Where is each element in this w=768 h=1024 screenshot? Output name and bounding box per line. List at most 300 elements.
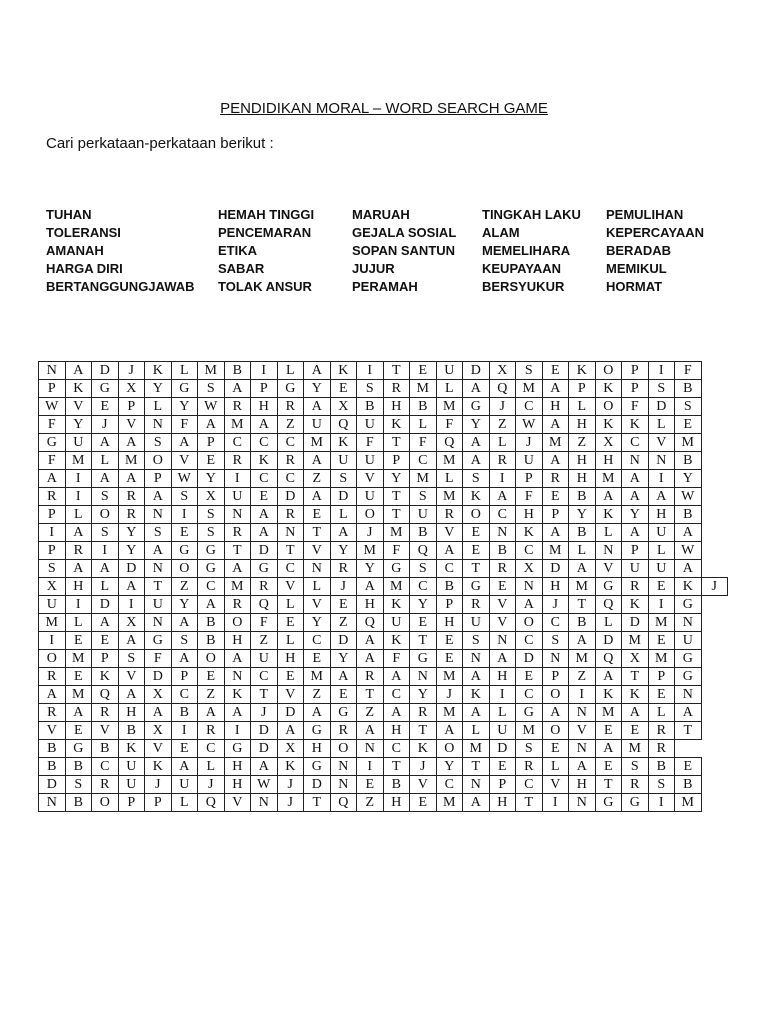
grid-cell: D (92, 362, 119, 380)
grid-cell: A (251, 416, 278, 434)
grid-cell: O (595, 398, 622, 416)
grid-cell: T (304, 524, 331, 542)
grid-cell: O (357, 506, 384, 524)
grid-cell: A (675, 704, 702, 722)
grid-cell: A (622, 524, 649, 542)
grid-cell: D (330, 488, 357, 506)
grid-cell: Z (277, 416, 304, 434)
word-item: SABAR (218, 261, 265, 276)
grid-cell: R (330, 560, 357, 578)
grid-cell: J (516, 434, 543, 452)
grid-cell: D (277, 704, 304, 722)
grid-cell: O (595, 362, 622, 380)
grid-cell: A (171, 614, 198, 632)
grid-cell: A (224, 380, 251, 398)
grid-row (39, 650, 728, 668)
grid-cell: A (542, 380, 569, 398)
grid-cell: H (569, 416, 596, 434)
grid-cell: E (92, 632, 119, 650)
grid-cell: K (383, 632, 410, 650)
grid-cell: A (569, 632, 596, 650)
grid-cell: E (410, 362, 437, 380)
grid-cell: T (463, 758, 490, 776)
grid-cell: H (224, 632, 251, 650)
grid-cell: C (251, 434, 278, 452)
grid-cell: D (648, 398, 675, 416)
grid-cell: B (171, 704, 198, 722)
grid-cell: A (304, 362, 331, 380)
grid-cell: Q (489, 380, 516, 398)
grid-cell: V (489, 614, 516, 632)
grid-cell: W (198, 398, 225, 416)
grid-cell: Q (410, 542, 437, 560)
grid-cell: S (198, 524, 225, 542)
grid-cell: D (251, 722, 278, 740)
grid-cell: W (39, 398, 66, 416)
grid-cell: B (569, 488, 596, 506)
grid-cell: D (622, 614, 649, 632)
grid-cell: L (410, 416, 437, 434)
grid-cell: R (39, 704, 66, 722)
grid-cell: K (569, 362, 596, 380)
grid-cell: S (145, 524, 172, 542)
grid-cell: F (410, 434, 437, 452)
grid-cell: B (92, 740, 119, 758)
grid-cell: E (330, 380, 357, 398)
grid-cell: Y (622, 506, 649, 524)
grid-cell: K (595, 686, 622, 704)
grid-cell: A (357, 578, 384, 596)
grid-cell: P (648, 668, 675, 686)
word-item: TOLAK ANSUR (218, 279, 312, 294)
grid-cell: R (277, 452, 304, 470)
grid-cell: A (92, 470, 119, 488)
grid-cell: R (463, 596, 490, 614)
grid-cell: M (65, 686, 92, 704)
grid-cell: A (383, 704, 410, 722)
grid-cell: T (463, 560, 490, 578)
grid-cell: K (277, 758, 304, 776)
grid-cell: N (39, 794, 66, 812)
grid-cell: T (357, 686, 384, 704)
grid-cell: J (277, 794, 304, 812)
grid-cell: F (383, 650, 410, 668)
word-item: BERTANGGUNGJAWAB (46, 279, 195, 294)
grid-cell: G (145, 632, 172, 650)
grid-cell: E (171, 740, 198, 758)
grid-cell: R (542, 470, 569, 488)
grid-row (39, 398, 728, 416)
grid-cell: O (436, 740, 463, 758)
grid-row (39, 560, 728, 578)
grid-cell: P (251, 380, 278, 398)
grid-cell: K (330, 362, 357, 380)
grid-cell: N (569, 704, 596, 722)
grid-cell: U (648, 560, 675, 578)
grid-cell: P (489, 776, 516, 794)
grid-cell: J (489, 398, 516, 416)
grid-row (39, 578, 728, 596)
grid-cell: A (251, 524, 278, 542)
grid-cell: T (383, 758, 410, 776)
grid-cell: F (436, 416, 463, 434)
grid-cell: C (304, 632, 331, 650)
grid-cell: O (542, 722, 569, 740)
grid-cell: N (675, 614, 702, 632)
grid-cell: A (516, 596, 543, 614)
grid-cell: L (145, 398, 172, 416)
grid-cell: P (622, 542, 649, 560)
grid-cell: C (516, 776, 543, 794)
grid-cell: A (145, 488, 172, 506)
grid-cell: L (489, 704, 516, 722)
grid-cell: V (542, 776, 569, 794)
grid-cell: C (410, 578, 437, 596)
grid-cell: L (542, 758, 569, 776)
grid-cell: R (622, 578, 649, 596)
grid-cell: P (39, 380, 66, 398)
grid-cell: E (277, 668, 304, 686)
grid-cell: B (39, 758, 66, 776)
grid-cell: R (648, 722, 675, 740)
grid-cell: Z (330, 614, 357, 632)
grid-cell: M (224, 416, 251, 434)
grid-cell: H (595, 452, 622, 470)
grid-cell: A (330, 524, 357, 542)
grid-cell: E (304, 650, 331, 668)
grid-cell: S (357, 380, 384, 398)
grid-cell: M (357, 542, 384, 560)
grid-cell: C (198, 578, 225, 596)
grid-cell: H (224, 776, 251, 794)
grid-cell: A (224, 560, 251, 578)
grid-cell: N (145, 416, 172, 434)
grid-cell: H (118, 704, 145, 722)
grid-cell: E (92, 398, 119, 416)
grid-cell: T (277, 542, 304, 560)
grid-cell: N (569, 740, 596, 758)
grid-cell: R (277, 506, 304, 524)
grid-cell: F (145, 650, 172, 668)
grid-cell: A (171, 758, 198, 776)
grid-cell: V (410, 776, 437, 794)
grid-cell: E (65, 668, 92, 686)
grid-cell: V (224, 794, 251, 812)
grid-cell: B (383, 776, 410, 794)
grid-cell: P (145, 794, 172, 812)
grid-cell: S (39, 560, 66, 578)
grid-cell: N (304, 560, 331, 578)
grid-cell: A (542, 704, 569, 722)
grid-cell: Y (569, 506, 596, 524)
grid-cell: R (383, 380, 410, 398)
grid-cell: A (171, 434, 198, 452)
grid-cell: V (39, 722, 66, 740)
grid-cell: N (277, 524, 304, 542)
grid-row (39, 776, 728, 794)
grid-cell: B (569, 524, 596, 542)
word-item: PERAMAH (352, 279, 418, 294)
grid-cell: Y (463, 416, 490, 434)
grid-cell: M (516, 722, 543, 740)
grid-cell: K (65, 380, 92, 398)
grid-cell: U (516, 452, 543, 470)
grid-cell: P (542, 668, 569, 686)
grid-cell: V (595, 560, 622, 578)
grid-cell: A (463, 704, 490, 722)
word-item: JUJUR (352, 261, 395, 276)
grid-cell: S (145, 434, 172, 452)
grid-cell: Z (569, 434, 596, 452)
grid-cell: R (65, 542, 92, 560)
grid-cell: N (622, 452, 649, 470)
grid-cell: A (489, 488, 516, 506)
grid-cell: K (330, 434, 357, 452)
grid-cell: R (92, 704, 119, 722)
grid-cell: N (569, 794, 596, 812)
grid-cell: T (569, 596, 596, 614)
grid-cell: A (92, 560, 119, 578)
grid-cell: N (357, 740, 384, 758)
grid-cell: I (92, 542, 119, 560)
grid-cell: S (542, 632, 569, 650)
grid-cell: D (251, 740, 278, 758)
grid-cell: G (595, 578, 622, 596)
grid-cell: G (595, 794, 622, 812)
grid-cell: C (622, 434, 649, 452)
grid-row (39, 614, 728, 632)
grid-cell: U (39, 596, 66, 614)
grid-cell: A (463, 380, 490, 398)
grid-cell: C (171, 686, 198, 704)
grid-cell: A (65, 704, 92, 722)
grid-cell: V (489, 596, 516, 614)
grid-cell: U (304, 416, 331, 434)
grid-cell: T (383, 434, 410, 452)
grid-cell: L (569, 398, 596, 416)
grid-cell: P (542, 506, 569, 524)
grid-cell: T (304, 794, 331, 812)
grid-cell: M (436, 794, 463, 812)
grid-cell: R (489, 560, 516, 578)
grid-cell: P (39, 542, 66, 560)
grid-cell: U (410, 506, 437, 524)
grid-cell: F (171, 416, 198, 434)
grid-cell: Z (357, 704, 384, 722)
grid-cell: N (489, 524, 516, 542)
grid-cell: A (304, 704, 331, 722)
grid-cell: B (410, 524, 437, 542)
word-item: MEMIKUL (606, 261, 667, 276)
grid-cell: N (224, 668, 251, 686)
grid-cell: V (118, 668, 145, 686)
grid-cell: S (92, 524, 119, 542)
grid-cell: M (410, 470, 437, 488)
grid-cell: Y (675, 470, 702, 488)
grid-cell: M (436, 704, 463, 722)
grid-cell: B (436, 578, 463, 596)
grid-cell: S (648, 776, 675, 794)
word-column-2 (218, 206, 314, 296)
grid-cell: U (383, 614, 410, 632)
grid-row (39, 470, 728, 488)
grid-cell: J (410, 758, 437, 776)
grid-cell: E (675, 416, 702, 434)
word-item: TOLERANSI (46, 225, 121, 240)
grid-cell: T (383, 362, 410, 380)
grid-cell: D (251, 542, 278, 560)
grid-cell: B (39, 740, 66, 758)
grid-cell: M (595, 470, 622, 488)
grid-cell: C (198, 740, 225, 758)
grid-cell: K (92, 668, 119, 686)
grid-cell: M (463, 740, 490, 758)
grid-cell: C (224, 434, 251, 452)
grid-cell: X (489, 362, 516, 380)
grid-cell: U (357, 488, 384, 506)
grid-cell: Y (118, 542, 145, 560)
grid-cell: T (383, 506, 410, 524)
grid-cell: L (171, 794, 198, 812)
grid-cell: X (277, 740, 304, 758)
grid-cell: A (622, 470, 649, 488)
grid-cell: L (648, 704, 675, 722)
grid-cell: U (675, 632, 702, 650)
grid-cell: P (516, 470, 543, 488)
grid-cell: E (198, 452, 225, 470)
grid-cell: I (648, 596, 675, 614)
grid-cell: R (277, 398, 304, 416)
grid-cell: M (304, 434, 331, 452)
grid-cell: E (542, 488, 569, 506)
grid-cell: N (410, 668, 437, 686)
grid-cell: P (171, 668, 198, 686)
grid-cell: G (622, 794, 649, 812)
grid-cell: U (357, 452, 384, 470)
grid-cell: C (516, 398, 543, 416)
grid-cell: P (39, 506, 66, 524)
grid-cell: W (675, 542, 702, 560)
grid-cell: F (39, 452, 66, 470)
grid-cell: B (65, 758, 92, 776)
grid-cell: A (198, 416, 225, 434)
grid-cell: T (145, 578, 172, 596)
grid-cell: D (118, 560, 145, 578)
grid-cell: G (171, 542, 198, 560)
grid-cell: E (410, 794, 437, 812)
grid-cell: A (436, 542, 463, 560)
grid-cell: A (675, 560, 702, 578)
grid-cell: X (39, 578, 66, 596)
grid-cell: N (330, 758, 357, 776)
grid-cell: A (224, 650, 251, 668)
grid-cell: H (569, 470, 596, 488)
grid-cell: O (171, 560, 198, 578)
grid-cell: G (463, 398, 490, 416)
grid-cell: K (595, 416, 622, 434)
grid-cell: M (383, 578, 410, 596)
grid-cell: Q (330, 416, 357, 434)
grid-cell: W (516, 416, 543, 434)
grid-cell: X (145, 722, 172, 740)
grid-cell: Q (595, 596, 622, 614)
grid-cell: J (198, 776, 225, 794)
grid-cell: J (701, 578, 728, 596)
word-item: BERADAB (606, 243, 671, 258)
grid-cell: Y (118, 524, 145, 542)
grid-cell: E (622, 722, 649, 740)
grid-cell: B (410, 398, 437, 416)
grid-cell: A (595, 668, 622, 686)
grid-cell: S (118, 650, 145, 668)
grid-cell: R (224, 398, 251, 416)
grid-cell: M (516, 380, 543, 398)
grid-cell: F (383, 542, 410, 560)
grid-cell: B (648, 758, 675, 776)
grid-cell: L (436, 470, 463, 488)
grid-cell: S (622, 758, 649, 776)
grid-cell: O (516, 614, 543, 632)
grid-cell: S (92, 488, 119, 506)
grid-cell: X (516, 560, 543, 578)
grid-row (39, 668, 728, 686)
grid-cell: G (198, 560, 225, 578)
grid-cell: H (277, 650, 304, 668)
grid-cell: L (463, 722, 490, 740)
grid-cell: K (145, 362, 172, 380)
grid-cell: Y (171, 596, 198, 614)
grid-cell: A (304, 452, 331, 470)
grid-cell: L (304, 578, 331, 596)
grid-cell: K (595, 506, 622, 524)
grid-cell: C (92, 758, 119, 776)
word-item: HARGA DIRI (46, 261, 123, 276)
grid-cell: O (463, 506, 490, 524)
grid-cell: R (251, 578, 278, 596)
grid-cell: S (330, 470, 357, 488)
grid-cell: B (569, 614, 596, 632)
grid-cell: B (675, 452, 702, 470)
grid-cell: E (648, 686, 675, 704)
word-item: MEMELIHARA (482, 243, 571, 258)
word-item: KEUPAYAAN (482, 261, 561, 276)
grid-cell: G (383, 560, 410, 578)
grid-cell: Z (489, 416, 516, 434)
grid-cell: E (516, 668, 543, 686)
grid-cell: L (92, 578, 119, 596)
grid-cell: E (410, 614, 437, 632)
grid-cell: M (569, 650, 596, 668)
grid-cell: X (595, 434, 622, 452)
grid-cell: Y (330, 542, 357, 560)
grid-cell: J (145, 776, 172, 794)
grid-cell: O (198, 650, 225, 668)
grid-cell: S (516, 740, 543, 758)
grid-cell: P (198, 434, 225, 452)
grid-cell: E (675, 758, 702, 776)
grid-cell: K (595, 380, 622, 398)
grid-cell: E (436, 632, 463, 650)
grid-cell: V (436, 524, 463, 542)
word-column-1 (46, 206, 195, 296)
grid-cell: K (463, 686, 490, 704)
grid-cell: C (436, 776, 463, 794)
grid-row (39, 506, 728, 524)
grid-cell: M (65, 452, 92, 470)
grid-cell: C (489, 506, 516, 524)
grid-row (39, 596, 728, 614)
grid-row (39, 524, 728, 542)
